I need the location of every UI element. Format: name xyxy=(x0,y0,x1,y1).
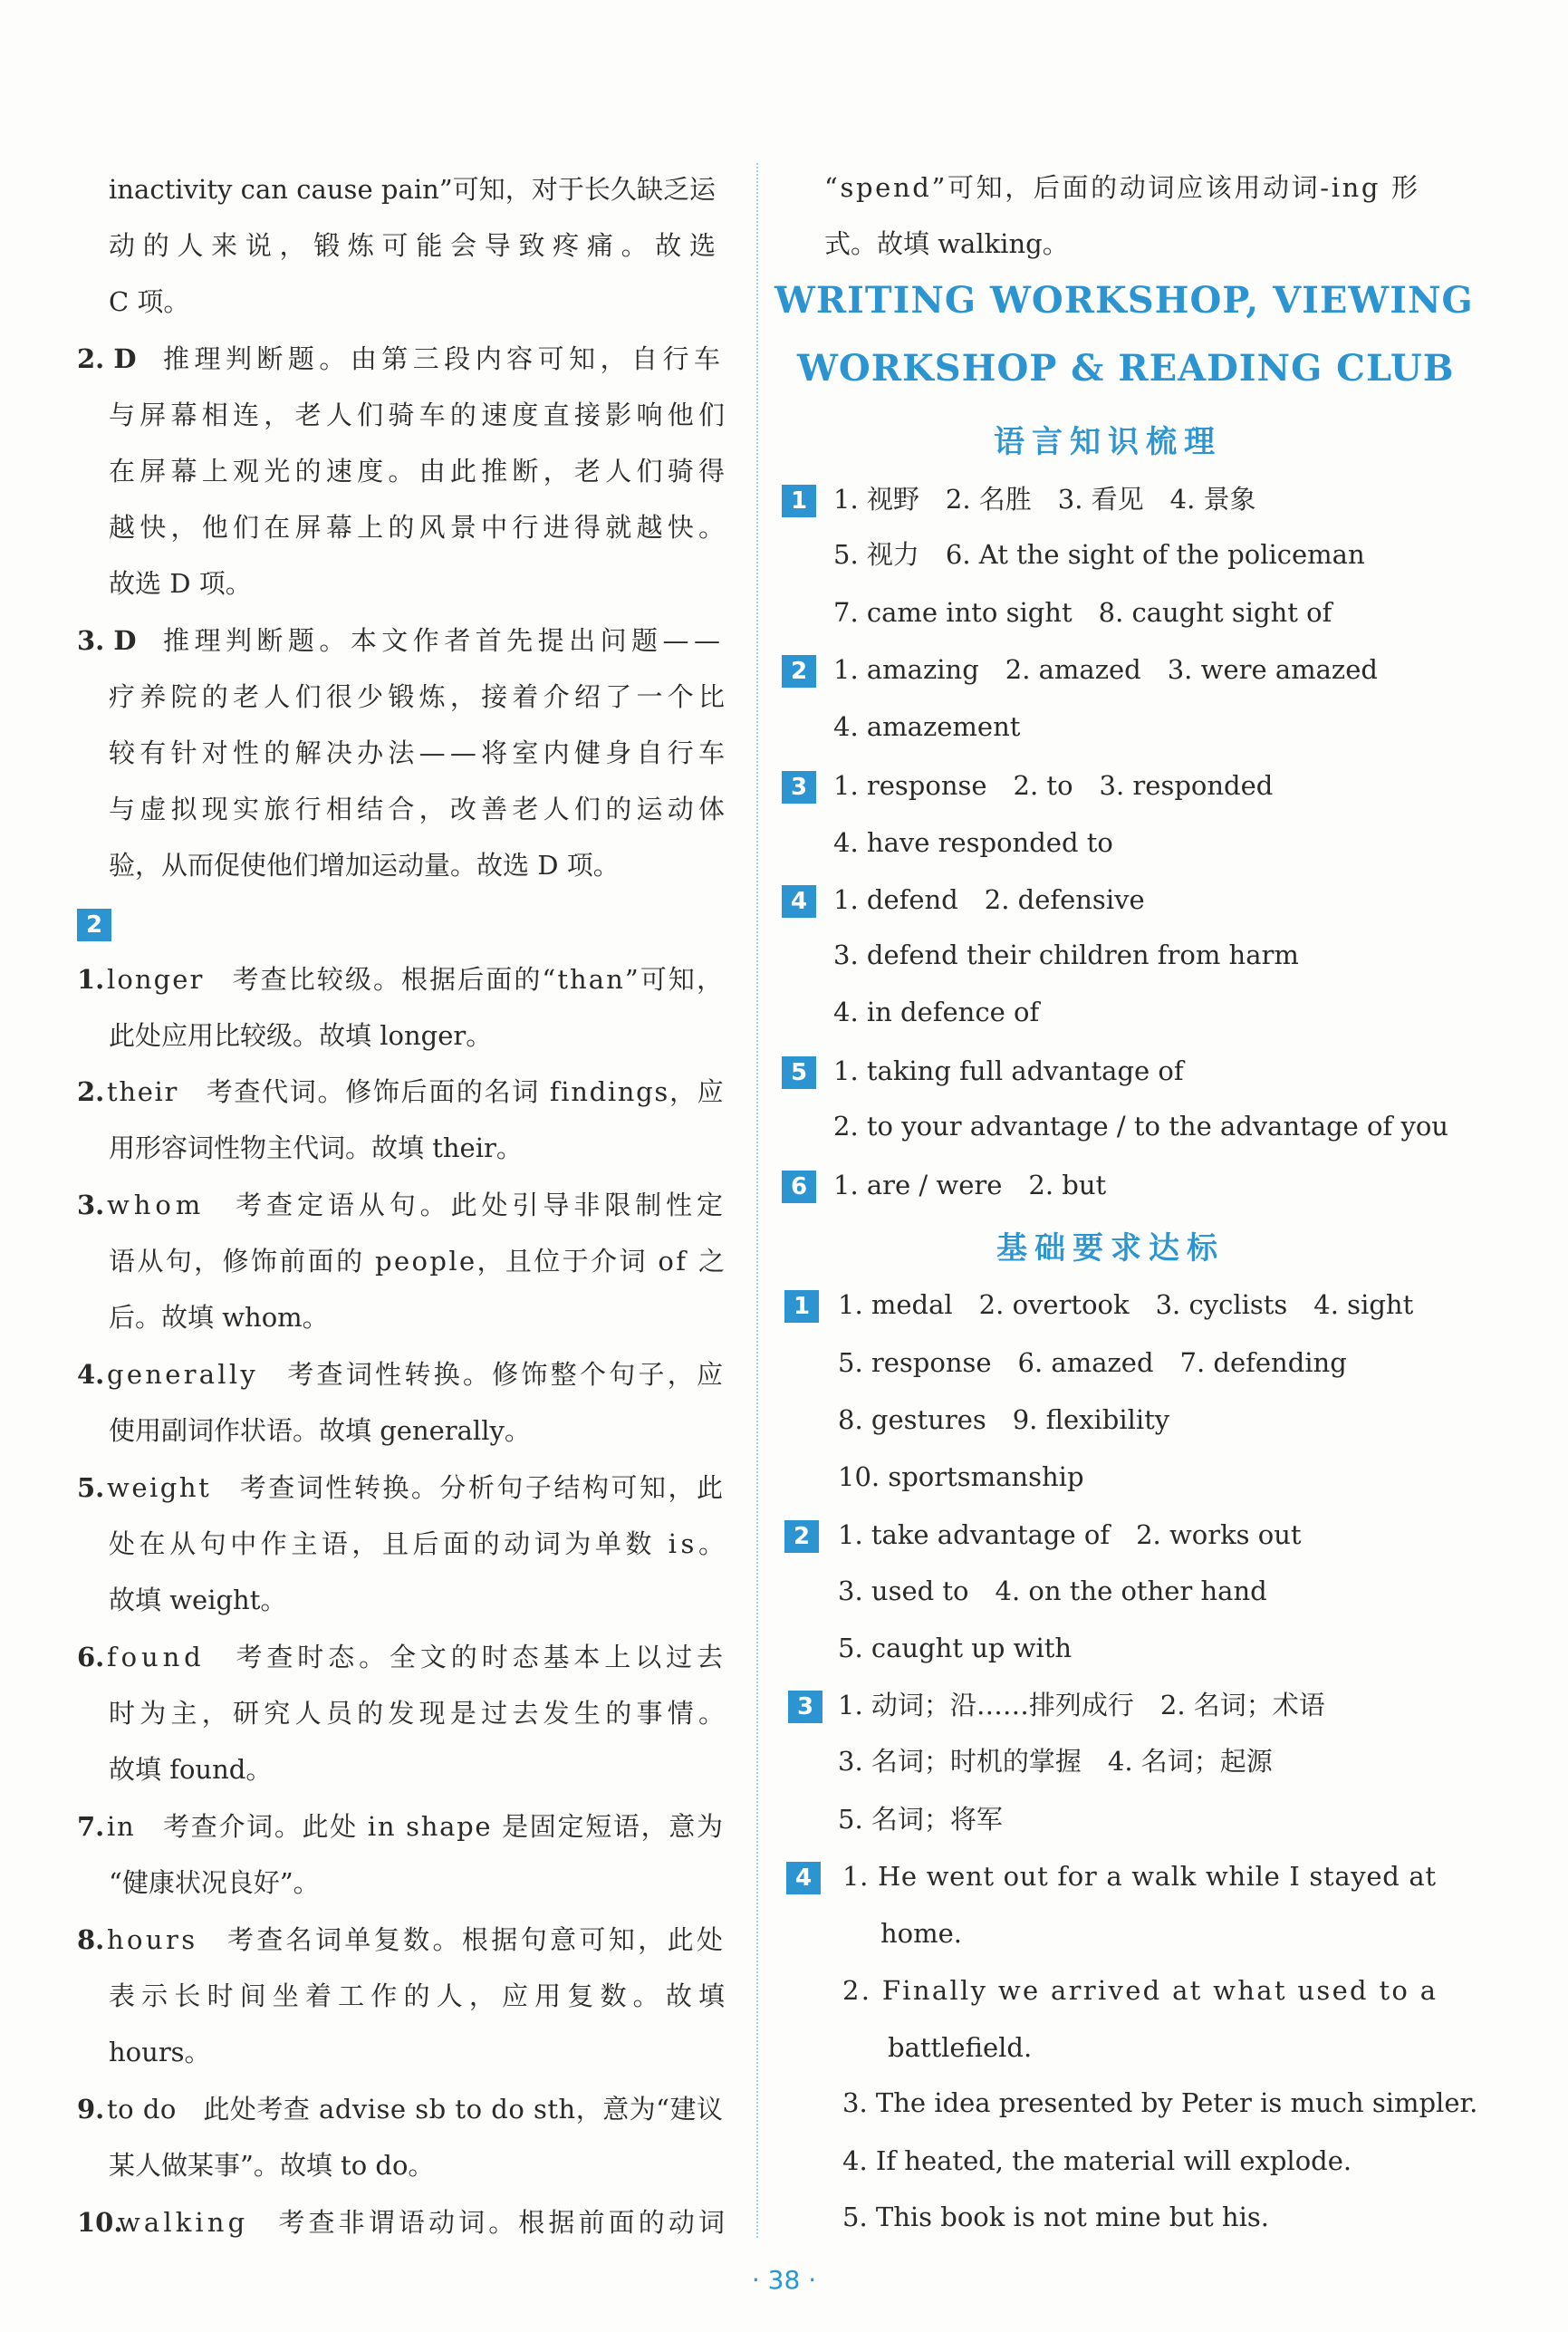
item-number: 3. D xyxy=(77,625,137,656)
text-line: 处在从句中作主语，且后面的动词为单数 is。 xyxy=(109,1528,729,1559)
item-number: 7. xyxy=(77,1811,105,1842)
text-line: 3. 名词；时机的掌握 4. 名词；起源 xyxy=(838,1746,1273,1777)
text-line: 表示长时间坐着工作的人，应用复数。故填 xyxy=(109,1980,732,2011)
section-badge: 1 xyxy=(784,1290,819,1323)
text-line: hours。 xyxy=(109,2037,211,2067)
section-badge: 2 xyxy=(77,909,111,941)
text-line: 3. The idea presented by Peter is much simpler. xyxy=(842,2087,1478,2118)
text-line: 1. are / were 2. but xyxy=(833,1170,1107,1200)
text-line: 疗养院的老人们很少锻炼，接着介绍了一个比 xyxy=(109,681,730,712)
text-line: 4. amazement xyxy=(833,711,1021,742)
section-title: WRITING WORKSHOP, VIEWING xyxy=(774,279,1474,322)
text-line: 故选 D 项。 xyxy=(109,568,252,599)
text-line: 5. 视力 6. At the sight of the policeman xyxy=(833,539,1365,570)
text-line: 故填 found。 xyxy=(109,1754,273,1785)
item-number: 6. xyxy=(77,1642,105,1672)
answer-text: weight 考查词性转换。分析句子结构可知，此 xyxy=(107,1472,726,1503)
answer-text: their 考查代词。修饰后面的名词 findings，应 xyxy=(107,1076,726,1107)
item-number: 8. xyxy=(77,1924,105,1955)
text-line: 5. This book is not mine but his. xyxy=(842,2202,1269,2232)
text-line: 2. Finally we arrived at what used to a xyxy=(842,1975,1438,2006)
text-line: 1. taking full advantage of xyxy=(833,1055,1184,1086)
item-number: 10. xyxy=(77,2207,123,2238)
item-number: 9. xyxy=(77,2094,105,2125)
item-number: 5. xyxy=(77,1472,105,1503)
item-number: 3. xyxy=(77,1190,105,1220)
text-line: 在屏幕上观光的速度。由此推断，老人们骑得 xyxy=(109,456,730,487)
text-line: 使用副词作状语。故填 generally。 xyxy=(109,1415,531,1446)
text-line: 3. defend their children from harm xyxy=(833,940,1299,970)
text-line: 5. response 6. amazed 7. defending xyxy=(838,1347,1347,1378)
answer-text: 推理判断题。本文作者首先提出问题—— xyxy=(163,625,726,656)
answer-text: to do 此处考查 advise sb to do sth，意为“建议 xyxy=(107,2094,724,2125)
text-line: 1. defend 2. defensive xyxy=(833,884,1145,915)
subsection-title: 基础要求达标 xyxy=(996,1230,1225,1267)
text-line: 8. gestures 9. flexibility xyxy=(838,1404,1170,1435)
section-badge: 4 xyxy=(782,885,816,918)
text-line: 1. medal 2. overtook 3. cyclists 4. sight xyxy=(838,1289,1414,1320)
text-line: 7. came into sight 8. caught sight of xyxy=(833,597,1332,628)
text-line: 某人做某事”。故填 to do。 xyxy=(109,2150,435,2181)
answer-text: hours 考查名词单复数。根据句意可知，此处 xyxy=(107,1924,726,1955)
text-line: 1. response 2. to 3. responded xyxy=(833,770,1274,801)
section-badge: 3 xyxy=(788,1691,822,1723)
subsection-title: 语言知识梳理 xyxy=(994,424,1222,460)
text-line: 动的人来说，锻炼可能会导致疼痛。故选 xyxy=(109,230,724,261)
text-line: 5. 名词；将军 xyxy=(838,1804,1003,1835)
text-line: 3. used to 4. on the other hand xyxy=(838,1576,1267,1606)
text-line: 语从句，修饰前面的 people，且位于介词 of 之 xyxy=(109,1246,727,1277)
text-line: 验，从而促使他们增加运动量。故选 D 项。 xyxy=(109,850,620,881)
section-badge: 3 xyxy=(782,771,816,804)
text-line: 2. to your advantage / to the advantage of you xyxy=(833,1111,1448,1142)
text-line: 1. He went out for a walk while I stayed at xyxy=(842,1861,1437,1892)
text-line: 5. caught up with xyxy=(838,1633,1073,1663)
text-line: 10. sportsmanship xyxy=(838,1461,1084,1492)
answer-text: found 考查时态。全文的时态基本上以过去 xyxy=(107,1642,727,1672)
item-number: 1. xyxy=(77,964,105,995)
text-line: 较有针对性的解决办法——将室内健身自行车 xyxy=(109,737,730,768)
item-number: 2. D xyxy=(77,343,137,374)
text-line: 与屏幕相连，老人们骑车的速度直接影响他们 xyxy=(109,400,730,430)
page-number: · 38 · xyxy=(751,2265,817,2295)
section-badge: 6 xyxy=(782,1171,816,1203)
text-line: 4. have responded to xyxy=(833,827,1113,858)
text-line: home. xyxy=(880,1918,963,1949)
text-line: 此处应用比较级。故填 longer。 xyxy=(109,1020,493,1051)
text-line: 时为主，研究人员的发现是过去发生的事情。 xyxy=(109,1698,730,1729)
column-divider xyxy=(756,163,758,2238)
text-line: C 项。 xyxy=(109,286,190,317)
section-badge: 2 xyxy=(782,655,816,688)
text-line: 1. 动词；沿……排列成行 2. 名词；术语 xyxy=(838,1690,1325,1720)
answer-text: walking 考查非谓语动词。根据前面的动词 xyxy=(118,2207,729,2238)
section-badge: 2 xyxy=(784,1520,819,1553)
text-line: 4. If heated, the material will explode. xyxy=(842,2145,1352,2176)
text-line: 故填 weight。 xyxy=(109,1585,287,1615)
answer-text: 推理判断题。由第三段内容可知，自行车 xyxy=(163,343,726,374)
text-line: 后。故填 whom。 xyxy=(109,1302,329,1333)
text-line: “spend”可知，后面的动词应该用动词-ing 形 xyxy=(824,172,1420,203)
text-line: inactivity can cause pain”可知，对于长久缺乏运 xyxy=(109,174,717,205)
answer-text: whom 考查定语从句。此处引导非限制性定 xyxy=(107,1190,727,1220)
text-line: 4. in defence of xyxy=(833,997,1040,1027)
text-line: 与虚拟现实旅行相结合，改善老人们的运动体 xyxy=(109,794,730,824)
section-title: WORKSHOP & READING CLUB xyxy=(797,347,1455,390)
answer-text: generally 考查词性转换。修饰整个句子，应 xyxy=(107,1359,726,1390)
text-line: 式。故填 walking。 xyxy=(824,228,1069,259)
text-line: 用形容词性物主代词。故填 their。 xyxy=(109,1132,523,1163)
text-line: battlefield. xyxy=(888,2032,1033,2063)
section-badge: 4 xyxy=(786,1862,821,1894)
item-number: 2. xyxy=(77,1076,105,1107)
text-line: 1. take advantage of 2. works out xyxy=(838,1519,1302,1550)
text-line: 1. 视野 2. 名胜 3. 看见 4. 景象 xyxy=(833,484,1256,515)
answer-text: longer 考查比较级。根据后面的“than”可知， xyxy=(107,964,726,995)
item-number: 4. xyxy=(77,1359,105,1390)
text-line: “健康状况良好”。 xyxy=(109,1867,320,1898)
text-line: 越快，他们在屏幕上的风景中行进得就越快。 xyxy=(109,512,730,543)
section-badge: 5 xyxy=(782,1056,816,1089)
section-badge: 1 xyxy=(782,485,816,517)
answer-text: in 考查介词。此处 in shape 是固定短语，意为 xyxy=(107,1811,725,1842)
text-line: 1. amazing 2. amazed 3. were amazed xyxy=(833,654,1378,685)
